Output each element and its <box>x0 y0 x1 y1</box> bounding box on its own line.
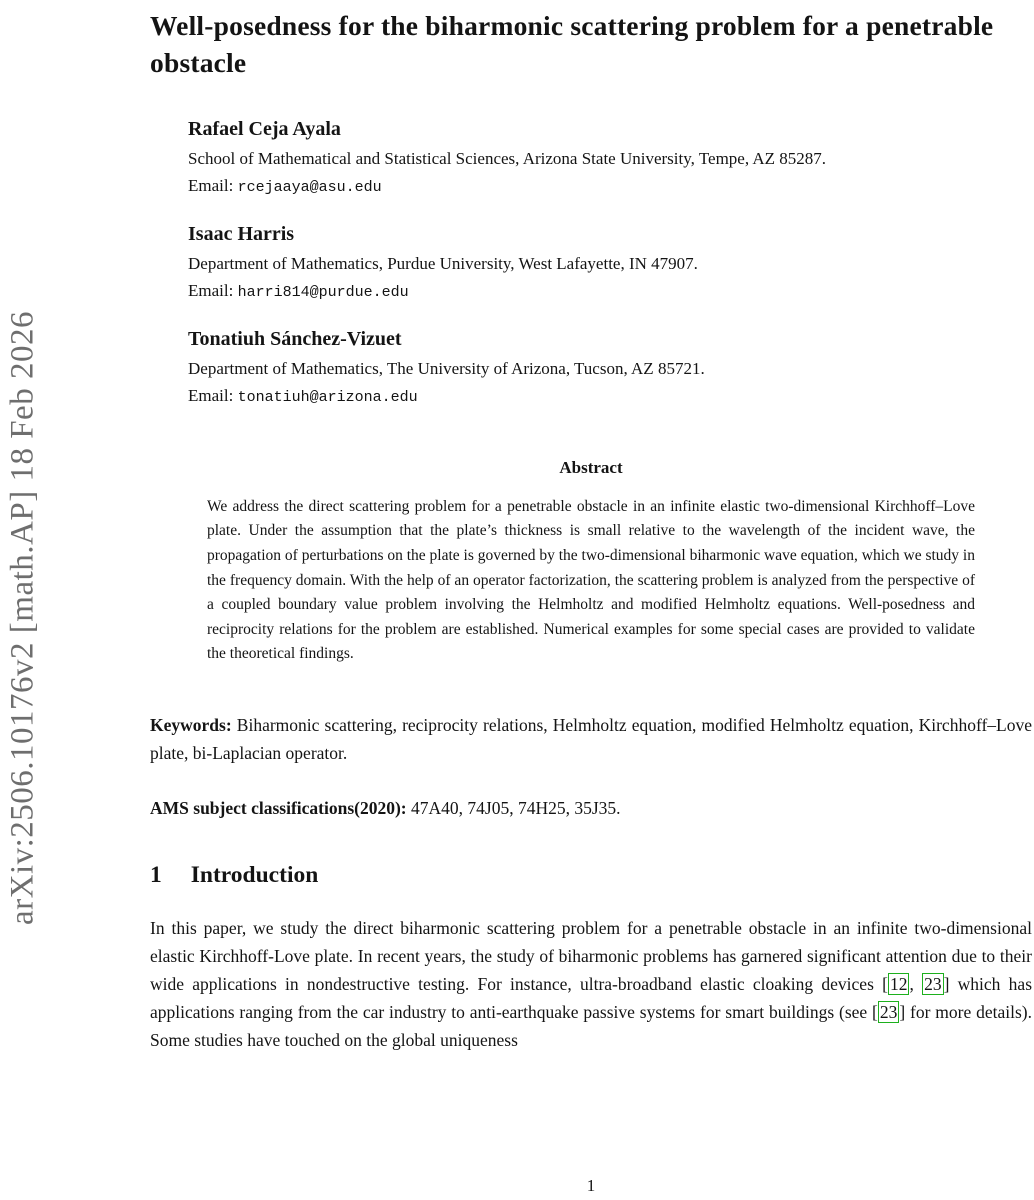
page-number: 1 <box>586 1176 596 1195</box>
citation-link-12[interactable]: 12 <box>889 973 908 994</box>
intro-text: , <box>909 973 923 994</box>
email-label: Email: <box>188 280 238 300</box>
author-email-line <box>188 176 1032 196</box>
author-block <box>188 328 1032 406</box>
arxiv-watermark: arXiv:2506.10176v2 [math.AP] 18 Feb 2026 <box>4 311 41 925</box>
author-name: Isaac Harris <box>188 222 295 245</box>
paper-page-content <box>150 0 1032 1054</box>
author-affiliation: Department of Mathematics, The University of Arizona, Tucson, AZ 85721. <box>188 358 705 378</box>
author-email-address: tonatiuh@arizona.edu <box>237 388 418 406</box>
author-email-address: harri814@purdue.edu <box>237 283 409 301</box>
ams-text: 47A40, 74J05, 74H25, 35J35. <box>406 797 621 818</box>
author-name: Rafael Ceja Ayala <box>188 117 341 140</box>
section-title: Introduction <box>190 861 319 888</box>
citation-link-23[interactable]: 23 <box>924 973 942 994</box>
intro-text: ] which has applications ranging from the car industry to anti-earthquake passive systems for smart buildings (see [ <box>150 973 1033 1022</box>
author-list <box>188 118 1032 406</box>
citation-link-23[interactable]: 23 <box>879 1001 898 1022</box>
author-email-line <box>188 386 1032 406</box>
keywords-line <box>150 711 1032 767</box>
intro-text: In this paper, we study the direct biharmonic scattering problem for a penetrable obstacle in an infinite two-dimensional elastic Kirchhoff-Love plate. In recent years, the study of biharmonic problems has garnered significant attention due to their wide applications in nondestructive testing. For instance, ultra-broadband elastic cloaking devices [ <box>150 917 1032 994</box>
ams-classification-line <box>150 794 1032 822</box>
introduction-paragraph <box>150 914 1032 1054</box>
author-affiliation: Department of Mathematics, Purdue University, West Lafayette, IN 47907. <box>188 253 698 273</box>
author-email-address: rcejaaya@asu.edu <box>237 178 382 196</box>
author-block <box>188 223 1032 301</box>
abstract-section <box>150 458 1032 667</box>
intro-text: ] for more details). Some studies have touched on the global uniqueness <box>150 1001 1033 1050</box>
author-email-line <box>188 281 1032 301</box>
abstract-text: We address the direct scattering problem for a penetrable obstacle in an infinite elastic two-dimensional Kirchhoff–Love plate. Under the assumption that the plate’s thickness is small relative to the wavelength of the incident wave, the propagation of perturbations on the plate is governed by the two-dimensional biharmonic wave equation, which we study in the frequency domain. With the help of an operator factorization, the scattering problem is analyzed from the perspective of a coupled boundary value problem involving the Helmholtz and modified Helmholtz equations. Well-posedness and reciprocity relations for the problem are established. Numerical examples for some special cases are provided to validate the theoretical findings. <box>207 497 975 663</box>
author-affiliation: School of Mathematical and Statistical Sciences, Arizona State University, Tempe, AZ 85287. <box>188 148 827 168</box>
section-heading-introduction <box>150 862 1032 889</box>
author-name: Tonatiuh Sánchez-Vizuet <box>188 327 402 350</box>
section-number: 1 <box>150 861 162 888</box>
paper-title: Well-posedness for the biharmonic scattering problem for a penetrable obstacle <box>150 10 994 79</box>
ams-label: AMS subject classifications(2020): <box>150 797 407 818</box>
keywords-label: Keywords: <box>150 714 232 735</box>
keywords-text: Biharmonic scattering, reciprocity relations, Helmholtz equation, modified Helmholtz equation, Kirchhoff–Love plate, bi-Laplacian operator. <box>150 714 1032 763</box>
author-block <box>188 118 1032 196</box>
email-label: Email: <box>188 175 238 195</box>
abstract-heading: Abstract <box>559 457 623 477</box>
email-label: Email: <box>188 385 238 405</box>
